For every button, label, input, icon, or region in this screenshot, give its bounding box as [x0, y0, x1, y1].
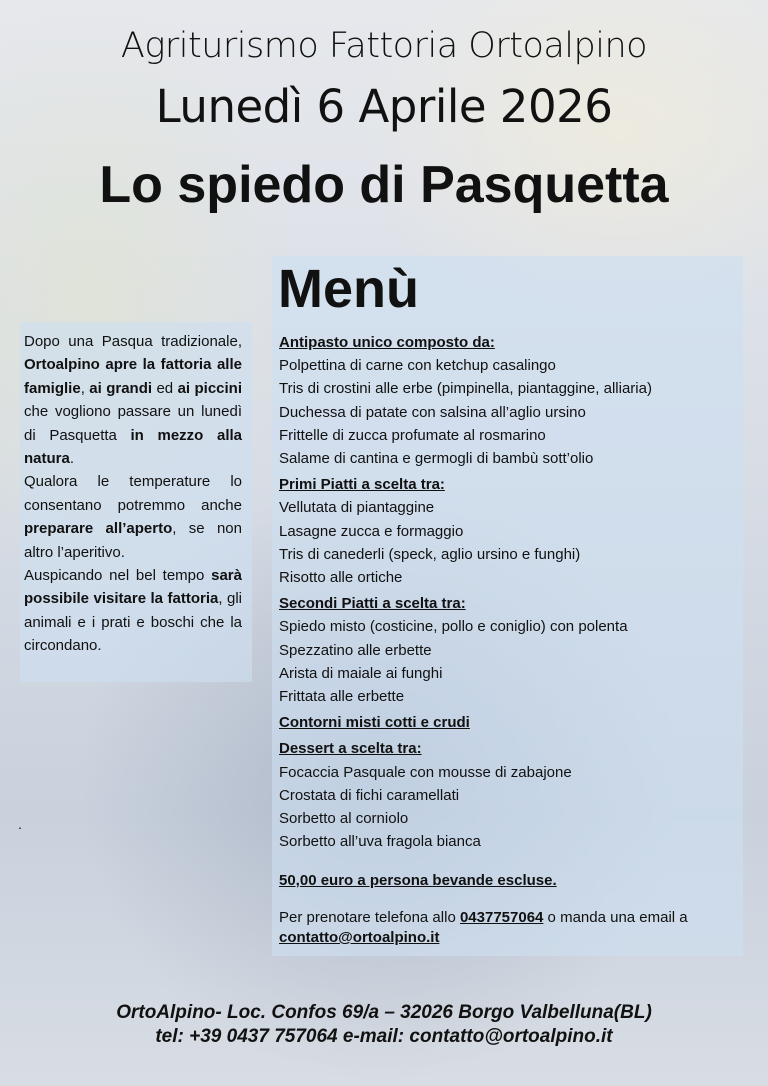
menu-item: Duchessa di patate con salsina all’aglio ursino — [279, 403, 586, 421]
text: , — [80, 379, 90, 397]
menu-item: Spezzatino alle erbette — [279, 641, 432, 659]
booking-text: Per prenotare telefona allo — [279, 909, 460, 926]
booking-text-2: o manda una email a — [543, 909, 688, 926]
footer-address: OrtoAlpino- Loc. Confos 69/a – 32026 Borgo Valbelluna(BL) — [116, 1002, 652, 1023]
menu-item: Sorbetto al corniolo — [279, 810, 409, 828]
menu-section-heading: Contorni misti cotti e crudi — [279, 714, 470, 732]
menu-item: Spiedo misto (costicine, pollo e coniglio) con polenta — [279, 618, 628, 636]
text: , gli animali e i prati e boschi che la circondano. — [24, 590, 242, 655]
menu-item: Tris di canederli (speck, aglio ursino e funghi) — [279, 545, 581, 563]
menu-item: Crostata di fichi caramellati — [279, 786, 460, 804]
menu-item: Lasagne zucca e formaggio — [279, 522, 464, 540]
menu-section-heading: Primi Piatti a scelta tra: — [279, 476, 445, 494]
text: che vogliono passare un lunedì di Pasquetta — [24, 403, 242, 444]
menu-item: Focaccia Pasquale con mousse di zabajone — [279, 763, 572, 781]
menu-item: Risotto alle ortiche — [279, 569, 403, 587]
menu-item: Vellutata di piantaggine — [279, 499, 435, 517]
menu-item: Sorbetto all’uva fragola bianca — [279, 833, 481, 851]
bold-text: ai piccini — [177, 379, 242, 397]
bold-text: in mezzo alla natura — [24, 426, 242, 468]
event-title: Lo spiedo di Pasquetta — [99, 156, 669, 214]
menu-item: Polpettina di carne con ketchup casalingo — [279, 357, 556, 375]
stray-mark: . — [18, 816, 22, 832]
text: . — [69, 450, 75, 468]
text: Qualora le temperature lo consentano potremmo anche — [24, 473, 242, 514]
intro-paragraph-2 — [24, 470, 242, 564]
bold-text: sarà possibile visitare la fattoria — [24, 567, 242, 608]
event-date: Lunedì 6 Aprile 2026 — [155, 80, 613, 133]
venue-title: Agriturismo Fattoria Ortoalpino — [120, 26, 648, 66]
bold-text: preparare all’aperto — [24, 520, 173, 538]
text: , se non altro l’aperitivo. — [24, 520, 242, 561]
phone-link[interactable]: 0437757064 — [459, 909, 544, 926]
menu-item: Arista di maiale ai funghi — [279, 664, 443, 682]
menu-section-heading: Antipasto unico composto da: — [279, 334, 495, 351]
intro-paragraph-3 — [24, 564, 242, 658]
bold-text: Ortoalpino apre la fattoria alle famiglie — [24, 356, 242, 397]
text: Dopo una Pasqua tradizionale, — [24, 333, 242, 350]
menu-item: Salame di cantina e germogli di bambù sott’olio — [279, 450, 594, 468]
email-link[interactable]: contatto@ortoalpino.it — [279, 929, 440, 946]
menu-item: Tris di crostini alle erbe (pimpinella, piantaggine, alliaria) — [279, 380, 652, 398]
price: 50,00 euro a persona bevande escluse. — [279, 872, 557, 889]
intro-paragraph-1 — [24, 330, 242, 470]
bold-text: ai grandi — [89, 379, 153, 397]
menu-section-heading: Dessert a scelta tra: — [279, 740, 422, 758]
menu-section-heading: Secondi Piatti a scelta tra: — [279, 595, 466, 613]
footer-contacts: tel: +39 0437 757064 e-mail: contatto@ortoalpino.it — [155, 1026, 613, 1047]
menu-item: Frittata alle erbette — [279, 688, 405, 706]
text: Auspicando nel bel tempo — [24, 567, 212, 585]
menu-title: Menù — [278, 259, 419, 319]
menu-item: Frittelle di zucca profumate al rosmarino — [279, 426, 546, 444]
menu-list — [279, 331, 652, 853]
booking-info — [279, 908, 749, 948]
intro-panel — [20, 322, 252, 682]
text: ed — [152, 379, 178, 397]
